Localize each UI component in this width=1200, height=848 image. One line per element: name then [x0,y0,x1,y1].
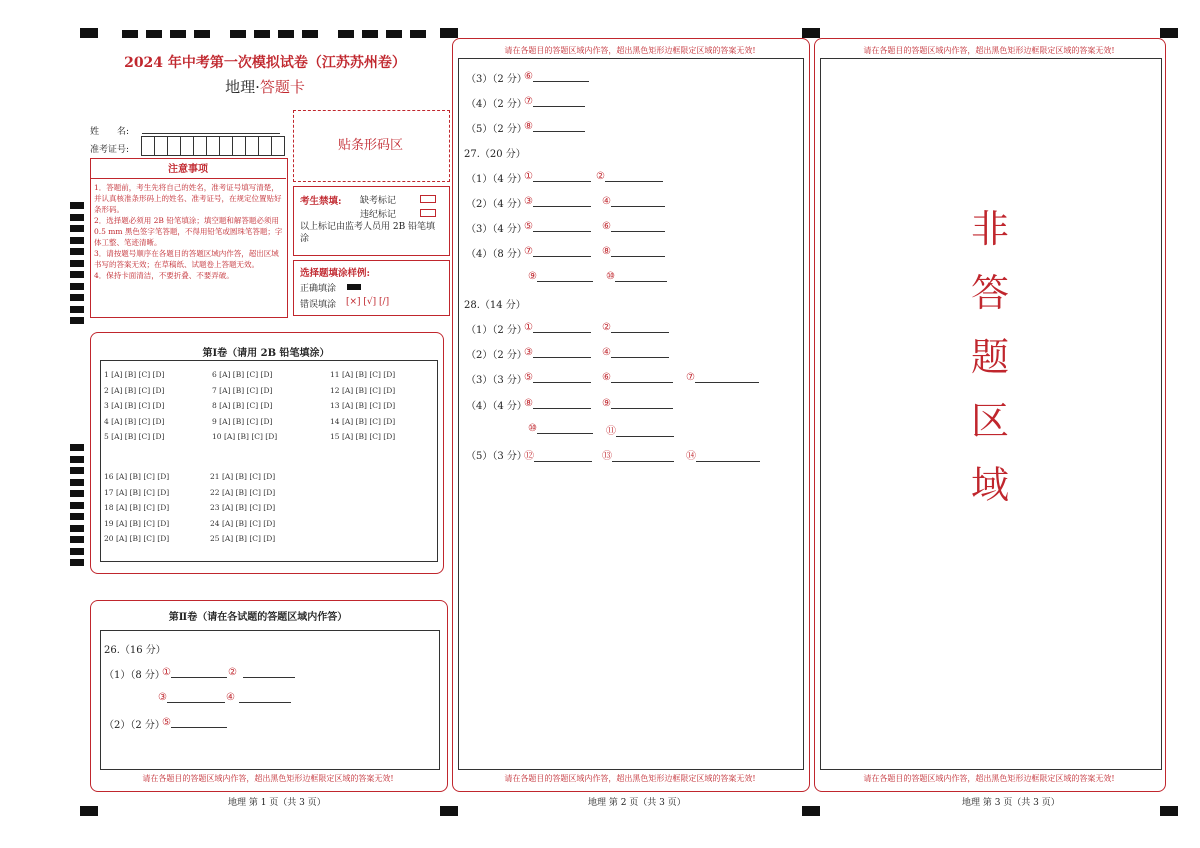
question-number: 20 [104,534,116,543]
bottom-mark [80,806,98,816]
non-answer-char: 答 [970,271,1009,315]
q28-blank-8[interactable]: ⑧ [524,397,591,409]
timing-mark [70,260,84,267]
name-field[interactable] [142,133,280,134]
choice-options[interactable]: [A] [B] [C] [D] [111,385,165,395]
q26-5-blank-8[interactable]: ⑧ [524,120,585,132]
question-number: 10 [212,432,224,441]
notice-item: 2．选择题必须用 2B 铅笔填涂；填空题和解答题必须用 0.5 mm 黑色签字笔答题，不得用铅笔或圆珠笔答题；字体工整、笔迹清晰。 [94,216,283,247]
top-mark [362,30,378,38]
page2-answer-box [458,58,804,770]
q26-2-blank-5[interactable]: ⑤ [162,716,227,728]
timing-mark [70,202,84,209]
question-number: 9 [212,416,220,426]
choice-options[interactable]: [A] [B] [C] [D] [341,401,396,410]
question-number: 15 [330,432,342,441]
non-answer-char: 非 [970,207,1009,251]
page2-footer: 地理 第 2 页（共 3 页） [588,798,686,808]
timing-mark [70,271,84,278]
q27-blank-2[interactable]: ② [596,170,663,182]
choice-options[interactable]: [A] [B] [C] [D] [341,385,396,395]
choice-row-21[interactable] [210,472,275,481]
name-label: 姓 名: [90,127,130,137]
top-mark [440,28,458,38]
q27-blank-9[interactable]: ⑨ [528,270,593,282]
question-number: 12 [330,385,342,395]
q28-blank-7[interactable]: ⑦ [686,371,759,383]
choice-row-25[interactable] [210,534,275,543]
choice-options[interactable]: [A] [B] [C] [D] [219,401,273,410]
non-answer-char: 域 [970,463,1009,507]
bottom-mark [1160,806,1178,816]
bottom-mark [440,806,458,816]
choice-options[interactable]: [A] [B] [C] [D] [223,432,278,441]
choice-row-22[interactable] [210,488,275,497]
timing-mark [70,479,84,486]
choice-row-7[interactable] [212,386,272,395]
question-number: 8 [212,401,220,410]
forbid-label: 考生禁填: [300,196,342,207]
timing-mark [70,317,84,324]
q28-2-label: （2）（2 分） [466,350,527,361]
choice-row-6[interactable] [212,370,272,379]
choice-row-2[interactable] [104,386,164,395]
q28-blank-4[interactable]: ④ [602,346,669,358]
q28-blank-6[interactable]: ⑥ [602,371,673,383]
question-number: 6 [212,370,220,379]
q28-blank-11[interactable]: ⑪ [606,422,674,437]
question-number: 17 [104,487,116,497]
top-mark [122,30,138,38]
q27-blank-1[interactable]: ① [524,170,591,182]
timing-mark [70,502,84,509]
choice-row-9[interactable] [212,417,272,426]
timing-mark [70,237,84,244]
barcode-label: 贴条形码区 [337,138,403,153]
top-mark [146,30,162,38]
choice-options[interactable]: [A] [B] [C] [D] [115,472,170,481]
q27-blank-5[interactable]: ⑤ [524,220,591,232]
q28-blank-10[interactable]: ⑩ [528,422,593,434]
choice-options[interactable]: [A] [B] [C] [D] [341,432,396,441]
question-number: 19 [104,518,116,528]
q27-4-label: （4）（8 分） [466,249,527,260]
question-number: 1 [104,370,112,379]
subject-label: 地理· [225,78,260,96]
timing-mark [70,306,84,313]
top-mark [338,30,354,38]
choice-options[interactable]: [A] [B] [C] [D] [341,370,396,379]
top-mark [410,30,426,38]
choice-row-14[interactable] [330,417,395,426]
choice-options[interactable]: [A] [B] [C] [D] [221,534,276,543]
choice-row-10[interactable] [212,432,277,441]
q28-5-label: （5）（3 分） [466,451,527,462]
choice-row-8[interactable] [212,401,272,410]
q26-2-label: （2）（2 分） [104,720,165,731]
timing-mark [70,513,84,520]
timing-mark [70,548,84,555]
timing-mark [70,294,84,301]
correct-fill-label: 正确填涂 [300,284,337,294]
choice-row-16[interactable] [104,472,169,481]
timing-mark [70,283,84,290]
timing-mark [70,536,84,543]
choice-options[interactable]: [A] [B] [C] [D] [221,518,276,528]
page1-footer: 地理 第 1 页（共 3 页） [228,798,326,808]
wrong-fill-label: 错误填涂 [300,300,337,310]
question-number: 4 [104,416,112,426]
question-number: 16 [104,472,116,481]
id-field[interactable] [142,136,285,160]
question-number: 24 [210,518,222,528]
non-answer-char: 区 [970,399,1009,443]
q28-blank-13[interactable]: ⑬ [602,447,674,462]
choice-row-11[interactable] [330,370,395,379]
choice-row-15[interactable] [330,432,395,441]
q28-1-label: （1）（2 分） [466,325,527,336]
choice-options[interactable]: [A] [B] [C] [D] [111,370,165,379]
choice-options[interactable]: [A] [B] [C] [D] [115,534,170,543]
q26-1-blank-2[interactable]: ② [228,666,295,678]
choice-options[interactable]: [A] [B] [C] [D] [219,416,273,426]
question-number: 22 [210,487,222,497]
q27-3-label: （3）（4 分） [466,224,527,235]
non-answer-char: 题 [970,335,1009,379]
page1-warning: 请在各题目的答题区域内作答，超出黑色矩形边框限定区域的答案无效! [142,774,394,783]
q26-3-label: （3）（2 分） [466,74,527,85]
page3-footer: 地理 第 3 页（共 3 页） [962,798,1060,808]
timing-mark [70,456,84,463]
q27-1-label: （1）（4 分） [466,174,527,185]
card-label: 答题卡 [259,78,305,96]
choice-options[interactable]: [A] [B] [C] [D] [111,401,165,410]
q27-blank-3[interactable]: ③ [524,195,591,207]
question-number: 3 [104,401,112,410]
choice-options[interactable]: [A] [B] [C] [D] [111,432,165,441]
choice-row-23[interactable] [210,503,275,512]
timing-mark [70,467,84,474]
q26-1-blank-3[interactable]: ③ [158,691,225,703]
choice-row-12[interactable] [330,386,395,395]
choice-row-20[interactable] [104,534,169,543]
question-number: 21 [210,472,222,481]
top-mark [230,30,246,38]
choice-row-24[interactable] [210,519,275,528]
notice-title: 注意事项 [90,160,286,179]
top-mark [1160,28,1178,38]
question-number: 5 [104,432,112,441]
wrong-fill-sample: [×] [√] [/] [346,297,390,307]
top-mark [386,30,402,38]
correct-fill-sample [347,284,361,290]
notice-item: 1．答题前，考生先将自己的姓名，准考证号填写清楚，并认真核准条形码上的姓名、准考证号，在规定位置贴好条形码。 [94,183,282,214]
question-number: 14 [330,416,342,426]
forbid-note: 以上标记由监考人员用 2B 铅笔填涂 [300,222,436,244]
q27-2-label: （2）（4 分） [466,199,527,210]
q28-blank-9[interactable]: ⑨ [602,397,673,409]
fill-example-title: 选择题填涂样例: [300,268,371,279]
page3-warning-top: 请在各题目的答题区域内作答，超出黑色矩形边框限定区域的答案无效! [863,46,1115,55]
question-number: 25 [210,534,222,543]
choice-options[interactable]: [A] [B] [C] [D] [341,416,396,426]
q27-blank-7[interactable]: ⑦ [524,245,591,257]
choice-row-4[interactable] [104,417,164,426]
top-mark [278,30,294,38]
absent-label: 缺考标记 [360,196,397,206]
non-answer-area [820,58,1160,558]
timing-mark [70,490,84,497]
top-mark [170,30,186,38]
q28-3-label: （3）（3 分） [466,375,527,386]
q28-4-label: （4）（4 分） [466,401,527,412]
question-number: 13 [330,401,342,410]
q27-blank-6[interactable]: ⑥ [602,220,665,232]
choice-options[interactable]: [A] [B] [C] [D] [111,416,165,426]
choice-row-18[interactable] [104,503,169,512]
choice-options[interactable]: [A] [B] [C] [D] [221,472,276,481]
q28-blank-12[interactable]: ⑫ [524,447,592,462]
top-mark [80,28,98,38]
timing-mark [70,444,84,451]
notice-list [94,182,284,281]
q26-1-blank-4[interactable]: ④ [226,691,291,703]
page2-warning-top: 请在各题目的答题区域内作答，超出黑色矩形边框限定区域的答案无效! [504,46,756,55]
question-number: 23 [210,503,222,512]
violation-label: 违纪标记 [360,210,397,220]
q28-blank-3[interactable]: ③ [524,346,591,358]
choice-row-19[interactable] [104,519,169,528]
top-mark [302,30,318,38]
choice-options[interactable]: [A] [B] [C] [D] [219,370,273,379]
part2-title: 第Ⅱ卷（请在各试题的答题区域内作答） [168,612,348,623]
q28-blank-5[interactable]: ⑤ [524,371,591,383]
choice-row-3[interactable] [104,401,164,410]
top-mark [194,30,210,38]
choice-options[interactable]: [A] [B] [C] [D] [115,518,170,528]
choice-options[interactable]: [A] [B] [C] [D] [219,385,273,395]
choice-row-5[interactable] [104,432,164,441]
exam-title: 2024 年中考第一次模拟试卷（江苏苏州卷） [124,55,406,71]
q28-blank-1[interactable]: ① [524,321,591,333]
top-mark [254,30,270,38]
notice-item: 4．保持卡面清洁，不要折叠、不要弄破。 [94,271,234,280]
q26-1-blank-1[interactable]: ① [162,666,227,678]
page3-warning-bottom: 请在各题目的答题区域内作答，超出黑色矩形边框限定区域的答案无效! [863,774,1115,783]
q27-blank-10[interactable]: ⑩ [606,270,667,282]
timing-mark [70,214,84,221]
q26-heading: 26.（16 分） [104,645,166,656]
top-mark [802,28,820,38]
question-number: 11 [330,370,342,379]
page2-warning-bottom: 请在各题目的答题区域内作答，超出黑色矩形边框限定区域的答案无效! [504,774,756,783]
violation-checkbox[interactable] [420,209,436,217]
question-number: 2 [104,385,112,395]
timing-mark [70,225,84,232]
q26-5-label: （5）（2 分） [466,124,527,135]
choice-options[interactable]: [A] [B] [C] [D] [115,503,170,512]
choice-row-1[interactable] [104,370,164,379]
q28-blank-2[interactable]: ② [602,321,669,333]
exam-subtitle [90,76,440,97]
q26-1-label: （1）（8 分） [104,670,165,681]
q27-blank-8[interactable]: ⑧ [602,245,665,257]
q28-heading: 28.（14 分） [464,300,526,311]
q26-4-label: （4）（2 分） [466,99,527,110]
q27-blank-4[interactable]: ④ [602,195,665,207]
bottom-mark [802,806,820,816]
timing-mark [70,248,84,255]
choice-options[interactable]: [A] [B] [C] [D] [115,487,170,497]
choice-row-17[interactable] [104,488,169,497]
choice-options[interactable]: [A] [B] [C] [D] [221,503,276,512]
question-number: 18 [104,503,116,512]
part1-title: 第Ⅰ卷（请用 2B 铅笔填涂） [202,348,330,359]
choice-options[interactable]: [A] [B] [C] [D] [221,487,276,497]
q28-blank-14[interactable]: ⑭ [686,447,760,462]
choice-row-13[interactable] [330,401,395,410]
timing-mark [70,525,84,532]
q26-4-blank-7[interactable]: ⑦ [524,95,585,107]
q26-3-blank-6[interactable]: ⑥ [524,70,589,82]
id-label: 准考证号: [90,145,130,155]
timing-mark [70,559,84,566]
q27-heading: 27.（20 分） [464,149,526,160]
absent-checkbox[interactable] [420,195,436,203]
question-number: 7 [212,385,220,395]
notice-item: 3．请按题号顺序在各题目的答题区域内作答，超出区域书写的答案无效；在草稿纸、试题卷上答题无效。 [94,249,279,269]
